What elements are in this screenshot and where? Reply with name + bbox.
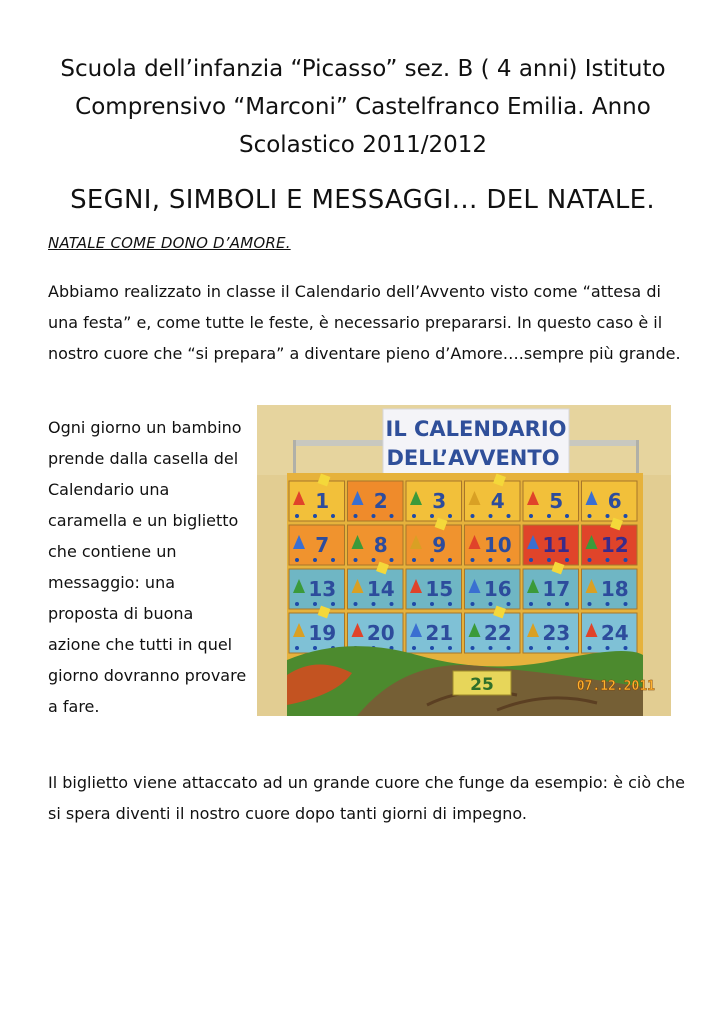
calendar-cell-10 <box>465 525 521 565</box>
calendar-day-number: 2 <box>373 489 388 513</box>
advent-calendar-photo <box>257 405 671 716</box>
calendar-cell-8 <box>348 525 404 565</box>
calendar-day-number: 17 <box>542 577 571 601</box>
calendar-cell-14 <box>348 562 404 609</box>
calendar-day-number: 22 <box>483 621 512 645</box>
side-paragraph: Ogni giorno un bambino prende dalla casella del Calendario una caramella e un biglietto che contiene un messaggio: una proposta di buona azione che tutti in quel giorno dovranno provare a fare. <box>48 418 247 716</box>
calendar-cell-17 <box>523 562 579 609</box>
calendar-day-number: 4 <box>490 489 505 513</box>
calendar-day-number: 7 <box>315 533 330 557</box>
calendar-cell-2 <box>348 481 404 521</box>
calendar-cell-18 <box>582 569 638 609</box>
calendar-day-number: 15 <box>425 577 454 601</box>
calendar-day-number: 13 <box>308 577 337 601</box>
calendar-day-number: 18 <box>600 577 629 601</box>
calendar-day-number: 24 <box>600 621 629 645</box>
calendar-day-number: 23 <box>542 621 571 645</box>
calendar-day-number: 8 <box>373 533 388 557</box>
calendar-day-number: 1 <box>315 489 330 513</box>
calendar-cell-11 <box>523 525 579 565</box>
sign-line-2: DELL’AVVENTO <box>386 446 560 470</box>
bottom-number: 25 <box>470 675 494 695</box>
calendar-day-number: 12 <box>600 533 629 557</box>
calendar-cell-23 <box>523 613 579 653</box>
advent-calendar-illustration <box>257 405 671 716</box>
calendar-cell-22 <box>465 606 521 653</box>
calendar-day-number: 10 <box>483 533 512 557</box>
intro-paragraph: Abbiamo realizzato in classe il Calendario dell’Avvento visto come “attesa di una festa” e, come tutte le feste, è necessario prepararsi. In questo caso è il nostro cuore che “si prepara” a diventare pieno d’Amore….sempre più grande. <box>48 282 681 363</box>
calendar-cell-3 <box>406 481 462 521</box>
calendar-cell-4 <box>465 474 521 521</box>
calendar-cell-12 <box>582 518 638 565</box>
calendar-day-number: 3 <box>432 489 447 513</box>
calendar-day-number: 16 <box>483 577 512 601</box>
calendar-day-number: 19 <box>308 621 337 645</box>
calendar-cell-24 <box>582 613 638 653</box>
calendar-cell-19 <box>289 606 345 653</box>
calendar-cell-16 <box>465 569 521 609</box>
calendar-day-number: 6 <box>607 489 622 513</box>
closing-paragraph: Il biglietto viene attaccato ad un grande cuore che funge da esempio: è ciò che si spera diventi il nostro cuore dopo tanti giorni di impegno. <box>48 773 685 823</box>
calendar-cell-9 <box>406 518 462 565</box>
school-header: Scuola dell’infanzia “Picasso” sez. B ( 4 anni) Istituto Comprensivo “Marconi” Castelfranco Emilia. Anno Scolastico 2011/2012 <box>60 56 666 158</box>
sign-line-1: IL CALENDARIO <box>385 417 567 441</box>
calendar-day-number: 11 <box>542 533 571 557</box>
calendar-cell-13 <box>289 569 345 609</box>
calendar-day-number: 5 <box>549 489 564 513</box>
calendar-cell-15 <box>406 569 462 609</box>
page-title: SEGNI, SIMBOLI E MESSAGGI… DEL NATALE. <box>70 185 655 215</box>
calendar-day-number: 14 <box>366 577 395 601</box>
calendar-cell-25 <box>453 671 511 695</box>
calendar-cell-5 <box>523 481 579 521</box>
section-subheading: NATALE COME DONO D’AMORE. <box>48 234 291 252</box>
calendar-cell-6 <box>582 481 638 521</box>
calendar-day-number: 21 <box>425 621 454 645</box>
calendar-cell-1 <box>289 474 345 521</box>
date-stamp: 07.12.2011 <box>576 679 655 694</box>
calendar-day-number: 20 <box>366 621 395 645</box>
calendar-day-number: 9 <box>432 533 447 557</box>
calendar-cell-21 <box>406 613 462 653</box>
calendar-cell-7 <box>289 525 345 565</box>
calendar-title-sign <box>383 409 569 475</box>
